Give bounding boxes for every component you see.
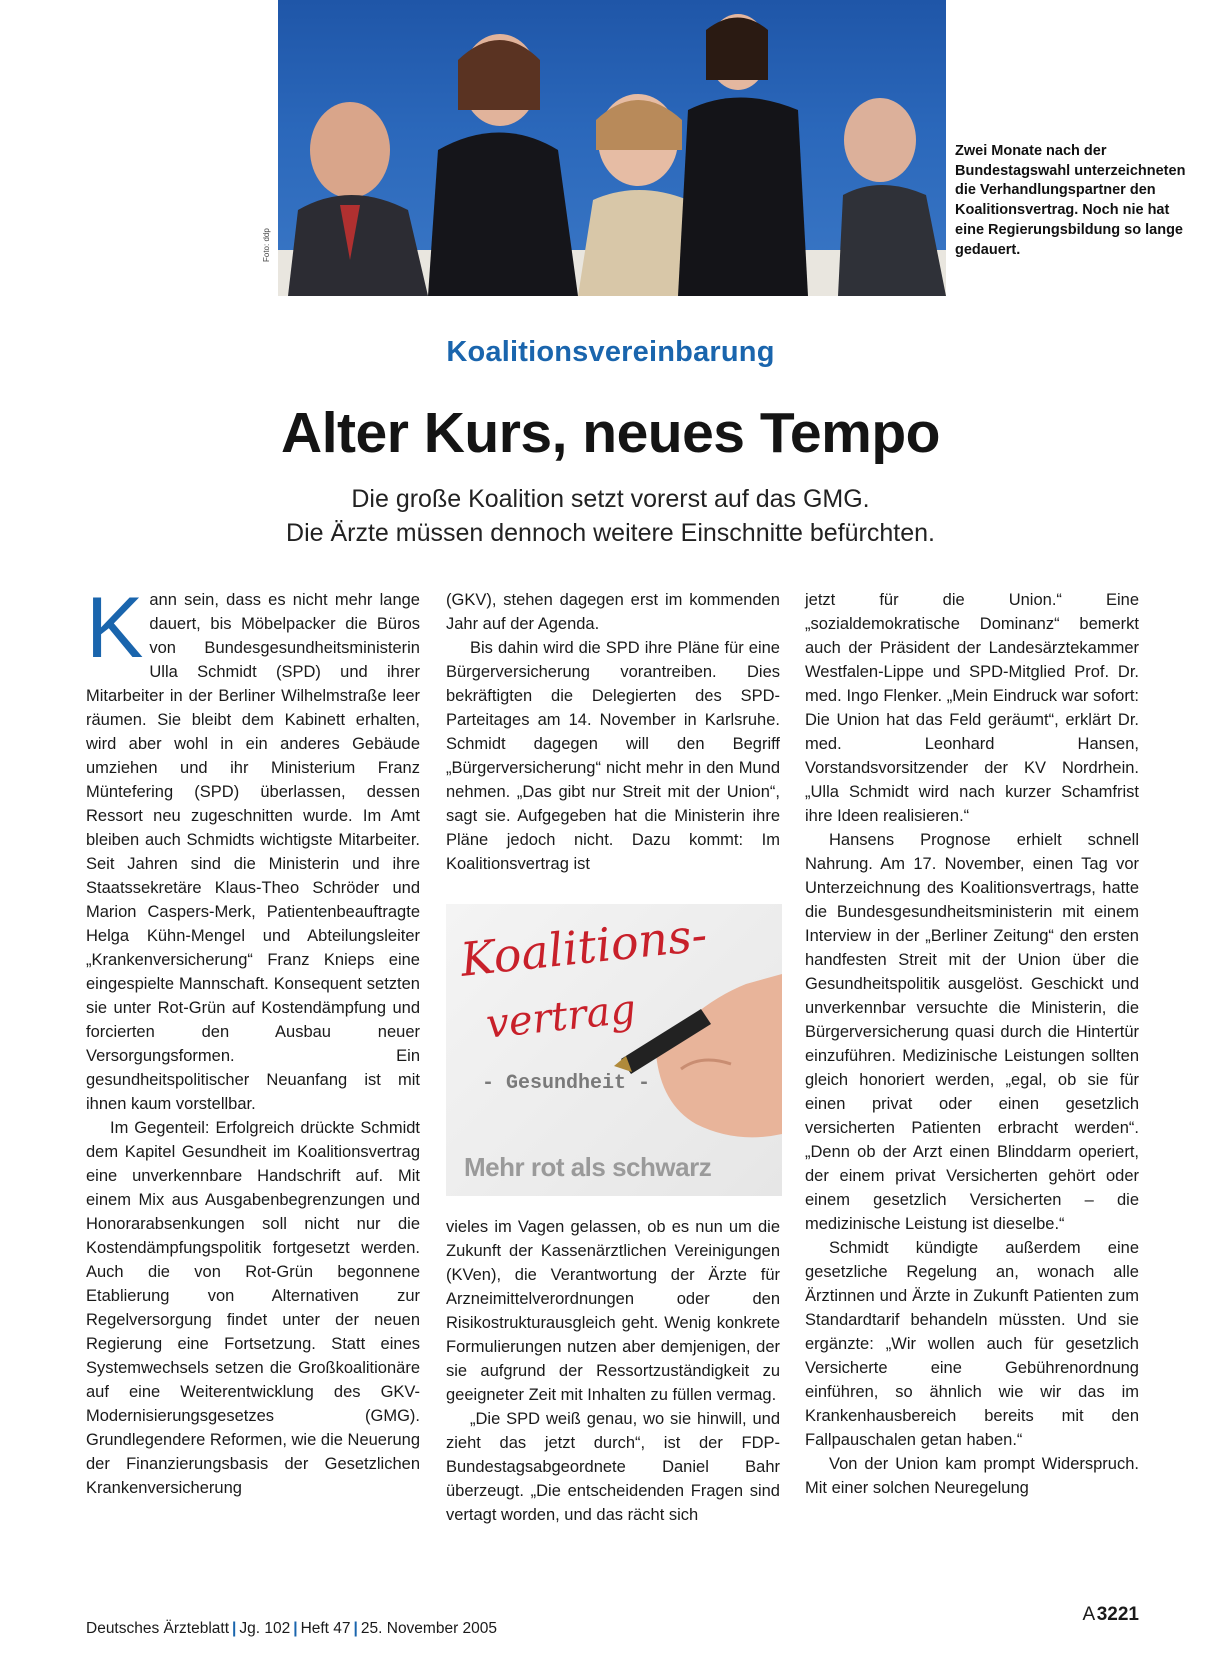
- article-column-1: [86, 580, 420, 1500]
- inset-subtitle: - Gesundheit -: [482, 1072, 651, 1095]
- journal-name: Deutsches Ärzteblatt: [86, 1620, 230, 1637]
- kicker: Koalitionsvereinbarung: [446, 336, 775, 368]
- journal-issue: Heft 47: [300, 1620, 351, 1637]
- paragraph: Von der Union kam prompt Widerspruch. Mit einer solchen Neuregelung: [805, 1455, 1139, 1497]
- photo-illustration: [278, 0, 946, 296]
- inset-title-line-2: vertrag: [484, 986, 639, 1048]
- photo-caption: Zwei Monate nach der Bundestagswahl unterzeichneten die Verhandlungspartner den Koalitionsvertrag. Noch nie hat eine Regierungsbildung so lange gedauert.: [955, 143, 1186, 258]
- page-number: [1082, 1604, 1139, 1626]
- subheadline-line-2: Die Ärzte müssen dennoch weitere Einschnitte befürchten.: [286, 519, 935, 547]
- photo-credit: Foto: ddp: [262, 228, 271, 262]
- article-column-2: [446, 588, 780, 876]
- separator: |: [232, 1620, 237, 1637]
- paragraph-text: ann sein, dass es nicht mehr lange dauert, bis Möbelpacker die Büros von Bundesgesundheitsministerin Ulla Schmidt (SPD) und ihrer Mitarbeiter in der Berliner Wilhelmstraße leer räumen. Sie bleibt dem Kabinett erhalten, wird aber wohl in ein anderes Gebäude umziehen und ihr Ministerium Franz Müntefering (SPD) überlassen, dessen Ressort neu zugeschnitten wurde. Im Amt bleiben auch Schmidts wichtigste Mitarbeiter. Seit Jahren sind die Ministerin und ihre Staatssekretäre Klaus-Theo Schröder und Marion Caspers-Merk, Patientenbeauftragte Helga Kühn-Mengel und Abteilungsleiter „Krankenversicherung“ Franz Knieps eine eingespielte Mannschaft. Konsequent setzten sie unter Rot-Grün auf Kostendämpfung und forcierten den Ausbau neuer Versorgungsformen. Ein gesundheitspolitischer Neuanfang ist mit ihnen kaum vorstellbar.: [86, 591, 420, 1113]
- paragraph: vieles im Vagen gelassen, ob es nun um die Zukunft der Kassenärztlichen Vereinigungen (KVen), die Verantwortung der Ärzte für Arzneimittelverordnungen oder den Risikostrukturausgleich geht. Wenig konkrete Formulierungen nutzen aber demjenigen, der sie aufgrund der Ressortzuständigkeit zu geeigneter Zeit mit Inhalten zu füllen vermag.: [446, 1218, 780, 1404]
- inset-title-line-1: Koalitions-: [457, 907, 710, 987]
- article-column-3: [805, 588, 1139, 1500]
- header-photo: [278, 0, 946, 296]
- subheadline: [0, 482, 1221, 550]
- paragraph: Schmidt kündigte außerdem eine gesetzliche Regelung an, wonach alle Ärztinnen und Ärzte in Zukunft Patienten zum Standardtarif behandeln müssten. Und sie ergänzte: „Wir wollen auch für gesetzlich Versicherte eine Gebührenordnung einführen, so ähnlich wie wir das im Krankenhausbereich bereits mit den Fallpauschalen getan haben.“: [805, 1239, 1139, 1449]
- paragraph: (GKV), stehen dagegen erst im kommenden Jahr auf der Agenda.: [446, 591, 780, 633]
- page-footer: [86, 1620, 497, 1638]
- paragraph: Hansens Prognose erhielt schnell Nahrung. Am 17. November, einen Tag vor Unterzeichnung des Koalitionsvertrags, hatte die Bundesgesundheitsministerin mit einem Interview in der „Berliner Zeitung“ den ersten handfesten Streit mit der Union über die Gesundheitspolitik ausgelöst. Geschickt und unverkennbar versuchte die Ministerin, die Bürgerversicherung quasi durch die Hintertür einzuführen. Medizinische Leistungen sollten gleich honoriert werden, „egal, ob sie für einen privat oder einen gesetzlich versicherten Patienten erbracht werden“. „Denn ob der Arzt einen Blinddarm operiert, der einem privat Versicherten gehört oder einem gesetzlich Versicherten – die medizinische Leistung ist dieselbe.“: [805, 831, 1139, 1233]
- page-number-value: 3221: [1096, 1604, 1139, 1625]
- journal-volume: Jg. 102: [239, 1620, 291, 1637]
- paragraph: Bis dahin wird die SPD ihre Pläne für eine Bürgerversicherung vorantreiben. Dies bekräftigten die Delegierten des SPD-Parteitages am 14. November in Karlsruhe. Schmidt dagegen will den Begriff „Bürgerversicherung“ nicht mehr in den Mund nehmen. „Das gibt nur Streit mit der Union“, sagt sie. Aufgegeben hat die Ministerin ihre Pläne jedoch nicht. Dazu kommt: Im Koalitionsvertrag ist: [446, 639, 780, 873]
- headline: Alter Kurs, neues Tempo: [281, 401, 940, 465]
- paragraph: Im Gegenteil: Erfolgreich drückte Schmidt dem Kapitel Gesundheit im Koalitionsvertrag eine unverkennbare Handschrift auf. Mit einem Mix aus Ausgabenbegrenzungen und Honorarabsenkungen soll nicht nur die Kostendämpfungspolitik fortgesetzt werden. Auch die von Rot-Grün begonnene Etablierung von Alternativen zur Regelversorgung findet unter der neuen Regierung eine Fortsetzung. Statt eines Systemwechsels setzen die Großkoalitionäre auf eine Weiterentwicklung des GKV-Modernisierungsgesetzes (GMG). Grundlegendere Reformen, wie die Neuerung der Finanzierungsbasis der Gesetzlichen Krankenversicherung: [86, 1119, 420, 1497]
- paragraph: [86, 580, 420, 1116]
- drop-cap: K: [86, 580, 144, 676]
- journal-date: 25. November 2005: [360, 1620, 498, 1637]
- subheadline-line-1: Die große Koalition setzt vorerst auf das GMG.: [351, 485, 870, 513]
- separator: |: [353, 1620, 358, 1637]
- article-column-2-continued: [446, 1215, 780, 1527]
- inset-banner: Mehr rot als schwarz: [464, 1152, 712, 1182]
- paragraph: jetzt für die Union.“ Eine „sozialdemokratische Dominanz“ bemerkt auch der Präsident der Landesärztekammer Westfalen-Lippe und SPD-Mitglied Prof. Dr. med. Ingo Flenker. „Mein Eindruck war sofort: Die Union hat das Feld geräumt“, erklärt Dr. med. Leonhard Hansen, Vorstandsvorsitzender der KV Nordrhein. „Ulla Schmidt wird nach kurzer Schamfrist ihre Ideen realisieren.“: [805, 591, 1139, 825]
- inset-image: [446, 904, 782, 1196]
- paragraph: „Die SPD weiß genau, wo sie hinwill, und zieht das jetzt durch“, ist der FDP-Bundestagsabgeordnete Daniel Bahr überzeugt. „Die entscheidenden Fragen sind vertagt worden, und das rächt sich: [446, 1410, 780, 1524]
- separator: |: [293, 1620, 298, 1637]
- page-prefix: A: [1082, 1604, 1096, 1625]
